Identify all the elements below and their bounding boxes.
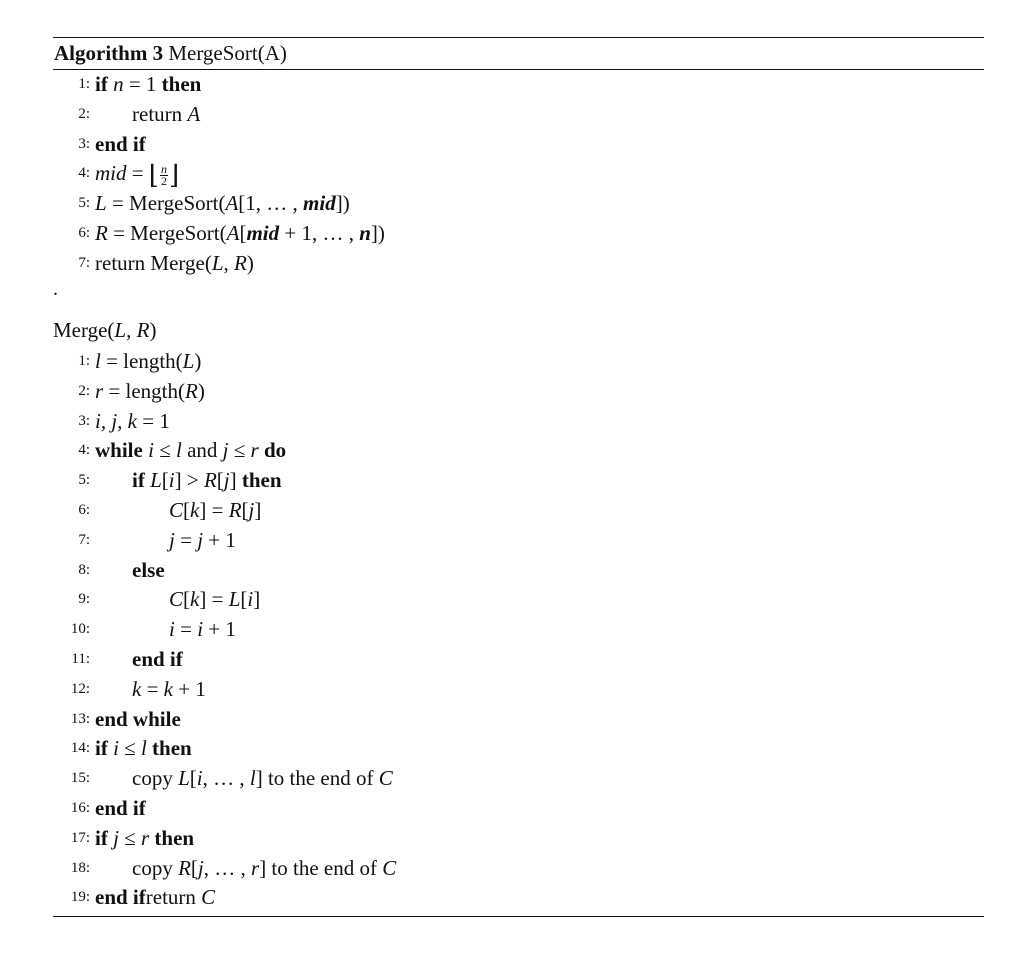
- bottom-rule: [53, 916, 984, 917]
- code-token: Merge(: [53, 318, 115, 342]
- code-line: [53, 824, 984, 854]
- code-token: ⌊: [148, 160, 159, 190]
- code-token: C: [378, 766, 393, 791]
- code-token: ] =: [199, 587, 229, 612]
- code-token: = 1: [137, 408, 170, 433]
- code-token: , … ,: [202, 766, 250, 791]
- code-token: ,: [223, 250, 234, 275]
- code-token: ]: [229, 468, 242, 493]
- code-token: then: [152, 736, 192, 761]
- code-token: l: [175, 438, 182, 463]
- code-line: [53, 249, 984, 279]
- code-token: =: [141, 676, 164, 701]
- code-token: copy: [132, 855, 179, 880]
- code-token: + 1: [203, 617, 236, 642]
- code-token: r: [250, 438, 259, 463]
- line-number: 3:: [78, 412, 90, 429]
- line-code: [95, 824, 194, 854]
- mergesort-lines: [53, 70, 984, 279]
- line-number: 8:: [78, 561, 90, 578]
- code-token: ]: [254, 497, 262, 522]
- code-token: ]): [370, 220, 385, 245]
- code-token: end while: [95, 706, 181, 731]
- code-token: then: [241, 468, 282, 493]
- code-token: i: [196, 766, 203, 791]
- code-token: j: [248, 497, 255, 522]
- code-token: while: [95, 438, 143, 463]
- code-line: [53, 585, 984, 615]
- code-token: l: [95, 349, 101, 373]
- code-token: A: [187, 101, 201, 126]
- code-token: else: [132, 557, 165, 582]
- code-token: + 1: [203, 527, 236, 552]
- code-token: ] to the end of: [255, 766, 379, 791]
- code-token: r: [140, 825, 150, 850]
- merge-heading: [53, 314, 156, 346]
- line-number: 11:: [71, 650, 90, 667]
- fraction: [160, 164, 168, 187]
- code-token: i: [197, 617, 204, 642]
- line-code: [95, 734, 192, 764]
- code-token: ≤: [118, 825, 141, 850]
- line-code: [95, 705, 181, 735]
- code-token: ≤: [153, 438, 176, 463]
- code-token: = MergeSort(: [107, 220, 227, 245]
- code-token: A: [226, 220, 240, 245]
- code-token: [: [183, 587, 191, 612]
- code-token: A: [225, 191, 239, 216]
- code-line: [53, 466, 984, 496]
- code-token: ] >: [174, 468, 204, 493]
- code-token: i, j, k: [95, 408, 137, 433]
- code-token: then: [161, 72, 202, 96]
- code-token: i: [168, 468, 175, 493]
- code-token: j: [223, 468, 230, 493]
- code-token: , … ,: [203, 855, 251, 880]
- code-line: [53, 705, 984, 735]
- code-token: if: [95, 72, 108, 96]
- code-token: L: [182, 349, 195, 373]
- code-token: ): [246, 250, 254, 275]
- code-line: [53, 100, 984, 130]
- code-line: [53, 794, 984, 824]
- code-token: return: [132, 101, 188, 126]
- code-token: = 1: [123, 72, 162, 96]
- code-token: ≤: [228, 438, 251, 463]
- code-token: l: [249, 766, 256, 791]
- code-token: n: [359, 220, 371, 245]
- code-line: [53, 496, 984, 526]
- code-token: R: [203, 468, 217, 493]
- code-line: [53, 645, 984, 675]
- line-code: [95, 130, 146, 160]
- line-number: 2:: [78, 105, 90, 122]
- code-token: R: [178, 855, 191, 880]
- line-code: [95, 189, 350, 219]
- code-token: n: [113, 72, 124, 96]
- code-token: r: [95, 378, 104, 403]
- line-code: [169, 585, 260, 615]
- code-token: L: [228, 587, 241, 612]
- line-code: [132, 100, 200, 130]
- line-number: 6:: [78, 224, 90, 241]
- algorithm-label: Algorithm 3: [54, 41, 164, 65]
- line-code: [95, 794, 146, 824]
- code-token: + 1: [173, 676, 206, 701]
- code-token: [: [183, 497, 191, 522]
- code-token: i: [148, 438, 154, 463]
- line-number: 6:: [78, 501, 90, 518]
- code-token: if: [95, 825, 108, 850]
- line-code: [132, 466, 282, 496]
- code-token: i: [169, 617, 175, 642]
- line-code: [169, 526, 236, 556]
- code-token: mid: [303, 191, 336, 216]
- line-code: [169, 615, 236, 645]
- code-token: [: [189, 766, 197, 791]
- line-code: [95, 436, 286, 466]
- code-token: l: [140, 736, 147, 761]
- code-token: [: [161, 468, 169, 493]
- code-token: end if: [95, 131, 146, 156]
- line-code: [95, 219, 385, 249]
- code-token: k: [132, 676, 142, 701]
- line-number: 15:: [70, 770, 90, 787]
- line-number: 7:: [78, 531, 90, 548]
- code-line: [53, 556, 984, 586]
- line-code: [132, 854, 396, 884]
- code-line: [53, 70, 984, 100]
- code-token: end if: [95, 885, 146, 910]
- code-token: [: [241, 497, 249, 522]
- code-token: = MergeSort(: [106, 191, 226, 216]
- code-token: ≤: [118, 736, 141, 761]
- line-number: 18:: [70, 859, 90, 876]
- fraction-denominator: 2: [161, 174, 167, 189]
- line-number: 4:: [78, 442, 90, 459]
- line-code: [95, 347, 201, 377]
- code-token: L: [211, 250, 224, 275]
- code-line: [53, 675, 984, 705]
- code-line: [53, 526, 984, 556]
- code-token: + 1, … ,: [279, 220, 360, 245]
- code-token: R: [95, 220, 108, 245]
- line-number: 1:: [78, 353, 90, 369]
- line-number: 12:: [70, 680, 90, 697]
- code-line: [53, 189, 984, 219]
- line-number: 5:: [78, 472, 90, 489]
- code-token: do: [263, 438, 287, 463]
- line-code: [95, 407, 170, 437]
- line-number: 13:: [70, 710, 90, 727]
- code-token: end if: [132, 646, 183, 671]
- code-token: return Merge(: [95, 250, 212, 275]
- code-token: ]): [335, 191, 350, 216]
- code-token: L: [95, 191, 107, 216]
- code-token: j: [197, 527, 204, 552]
- code-token: = length(: [103, 378, 186, 403]
- code-token: R: [136, 318, 150, 342]
- code-token: C: [169, 497, 184, 522]
- code-token: j: [113, 825, 119, 850]
- algorithm-caption: [53, 38, 984, 69]
- line-number: 5:: [78, 195, 90, 212]
- code-token: [1, … ,: [238, 191, 304, 216]
- code-token: R: [234, 250, 247, 275]
- line-number: 14:: [70, 740, 90, 757]
- code-token: k: [190, 497, 200, 522]
- code-token: L: [150, 468, 162, 493]
- code-token: ): [194, 349, 202, 373]
- line-code: [132, 556, 165, 586]
- code-token: [: [240, 587, 248, 612]
- line-code: [169, 496, 261, 526]
- code-line: [53, 764, 984, 794]
- algorithm-name: MergeSort(A): [168, 41, 287, 65]
- code-token: r: [251, 855, 260, 880]
- line-number: 10:: [70, 621, 90, 638]
- code-line: [53, 219, 984, 249]
- line-number: 19:: [70, 889, 90, 906]
- merge-lines: [53, 347, 984, 913]
- code-token: if: [132, 468, 145, 493]
- code-token: ]: [253, 587, 261, 612]
- code-token: then: [154, 825, 195, 850]
- code-line: [53, 377, 984, 407]
- code-token: R: [185, 378, 198, 403]
- code-token: =: [174, 527, 198, 552]
- code-token: j: [222, 438, 229, 463]
- line-code: [132, 675, 206, 705]
- code-line: [53, 436, 984, 466]
- code-line: [53, 347, 984, 377]
- code-line: [53, 407, 984, 437]
- code-token: C: [382, 855, 397, 880]
- code-token: C: [201, 885, 216, 910]
- code-token: L: [178, 766, 190, 791]
- code-token: = length(: [100, 349, 183, 373]
- code-token: [: [216, 468, 224, 493]
- line-number: 1:: [78, 76, 90, 92]
- code-line: [53, 734, 984, 764]
- code-line: [53, 854, 984, 884]
- line-code: [132, 764, 393, 794]
- line-number: 16:: [70, 799, 90, 816]
- code-token: ] to the end of: [259, 855, 383, 880]
- code-line: [53, 130, 984, 160]
- code-line: [53, 883, 984, 913]
- line-number: 7:: [78, 254, 90, 271]
- code-token: end if: [95, 795, 146, 820]
- code-line: [53, 615, 984, 645]
- code-token: copy: [132, 766, 179, 791]
- algorithm-block: [53, 37, 984, 279]
- code-token: i: [113, 736, 119, 761]
- code-token: return: [145, 885, 202, 910]
- line-code: [95, 249, 254, 279]
- line-number: 3:: [78, 135, 90, 152]
- code-token: =: [174, 617, 198, 642]
- code-token: R: [228, 497, 242, 522]
- line-code: [95, 159, 179, 190]
- code-token: k: [163, 676, 173, 701]
- line-code: [95, 70, 201, 100]
- code-token: ): [149, 318, 157, 342]
- code-token: if: [95, 736, 108, 761]
- line-code: [95, 883, 215, 913]
- code-token: C: [169, 587, 184, 612]
- code-token: =: [126, 161, 149, 186]
- code-token: i: [247, 587, 254, 612]
- code-token: and: [181, 438, 223, 463]
- code-token: j: [169, 527, 175, 552]
- code-token: L: [114, 318, 127, 342]
- line-number: 9:: [78, 591, 90, 608]
- code-token: [: [239, 220, 247, 245]
- code-token: j: [197, 855, 204, 880]
- code-line: [53, 159, 984, 189]
- fraction-numerator: n: [161, 162, 167, 177]
- code-token: mid: [95, 161, 127, 186]
- code-token: ,: [126, 318, 137, 342]
- code-token: k: [190, 587, 200, 612]
- code-token: ] =: [199, 497, 229, 522]
- code-token: [: [190, 855, 198, 880]
- line-number: 4:: [78, 165, 90, 182]
- code-token: ): [197, 378, 205, 403]
- line-code: [132, 645, 183, 675]
- code-token: mid: [246, 220, 280, 245]
- line-number: 17:: [70, 829, 90, 846]
- separator-dot: .: [53, 278, 58, 300]
- line-number: 2:: [78, 382, 90, 399]
- line-code: [95, 377, 205, 407]
- code-token: ⌋: [169, 160, 180, 190]
